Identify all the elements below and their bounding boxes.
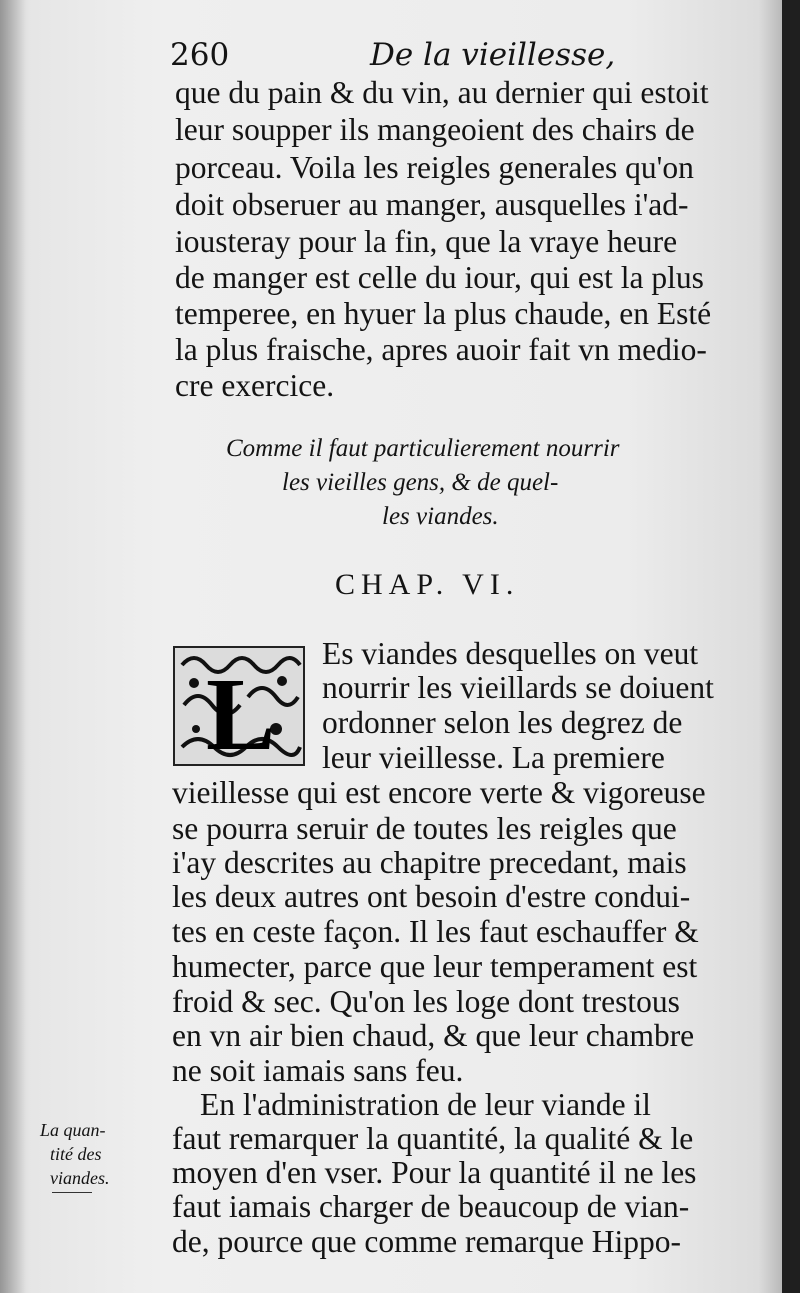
text-line: humecter, parce que leur temperament est bbox=[172, 949, 698, 984]
text-line: la plus fraische, apres auoir fait vn medio- bbox=[175, 332, 707, 367]
text-line: leur vieillesse. La premiere bbox=[322, 740, 665, 775]
text-line: i'ay descrites au chapitre precedant, mais bbox=[172, 845, 687, 880]
chapter-subheading-line: les viandes. bbox=[382, 503, 499, 530]
text-line: nourrir les vieillards se doiuent bbox=[322, 670, 714, 705]
text-line: froid & sec. Qu'on les loge dont trestous bbox=[172, 984, 680, 1019]
text-line: porceau. Voila les reigles generales qu'on bbox=[175, 150, 694, 185]
chapter-subheading-line: Comme il faut particulierement nourrir bbox=[226, 435, 620, 462]
text-line: ne soit iamais sans feu. bbox=[172, 1053, 464, 1088]
text-line: Es viandes desquelles on veut bbox=[322, 636, 699, 671]
drop-initial-letter: L bbox=[206, 657, 276, 767]
text-line: En l'administration de leur viande il bbox=[200, 1087, 651, 1122]
text-line: cre exercice. bbox=[175, 368, 335, 403]
text-line: moyen d'en vser. Pour la quantité il ne les bbox=[172, 1155, 697, 1190]
text-line: iousteray pour la fin, que la vraye heure bbox=[175, 224, 678, 259]
margin-note-line: La quan- bbox=[40, 1120, 106, 1140]
chapter-subheading-line: les vieilles gens, & de quel- bbox=[282, 469, 559, 496]
text-line: temperee, en hyuer la plus chaude, en Esté bbox=[175, 296, 712, 331]
text-line: se pourra seruir de toutes les reigles que bbox=[172, 811, 677, 846]
margin-note-line: viandes. bbox=[50, 1168, 110, 1188]
text-line: tes en ceste façon. Il les faut eschauffer & bbox=[172, 914, 699, 949]
text-line: que du pain & du vin, au dernier qui estoit bbox=[175, 75, 709, 110]
text-line: de manger est celle du iour, qui est la plus bbox=[175, 260, 704, 295]
page-edge-shadow bbox=[782, 0, 800, 1293]
text-line: vieillesse qui est encore verte & vigoreuse bbox=[172, 775, 706, 810]
text-line: de, pource que comme remarque Hippo- bbox=[172, 1224, 682, 1259]
gutter-shadow bbox=[0, 0, 26, 1293]
margin-note-underline bbox=[52, 1192, 92, 1193]
text-line: doit obseruer au manger, ausquelles i'ad- bbox=[175, 187, 689, 222]
text-line: les deux autres ont besoin d'estre condui- bbox=[172, 879, 691, 914]
page-number: 260 bbox=[170, 37, 230, 73]
ornamental-initial bbox=[172, 645, 306, 767]
text-line: faut iamais charger de beaucoup de vian- bbox=[172, 1189, 690, 1224]
text-line: ordonner selon les degrez de bbox=[322, 705, 683, 740]
margin-note-line: tité des bbox=[50, 1144, 102, 1164]
text-line: en vn air bien chaud, & que leur chambre bbox=[172, 1018, 695, 1053]
ornamental-initial-image bbox=[172, 645, 306, 767]
text-line: leur soupper ils mangeoient des chairs de bbox=[175, 112, 695, 147]
margin-note bbox=[40, 1118, 158, 1190]
chapter-heading: CHAP. VI. bbox=[335, 568, 520, 601]
running-title: De la vieillesse, bbox=[370, 37, 616, 73]
text-line: faut remarquer la quantité, la qualité & le bbox=[172, 1121, 694, 1156]
